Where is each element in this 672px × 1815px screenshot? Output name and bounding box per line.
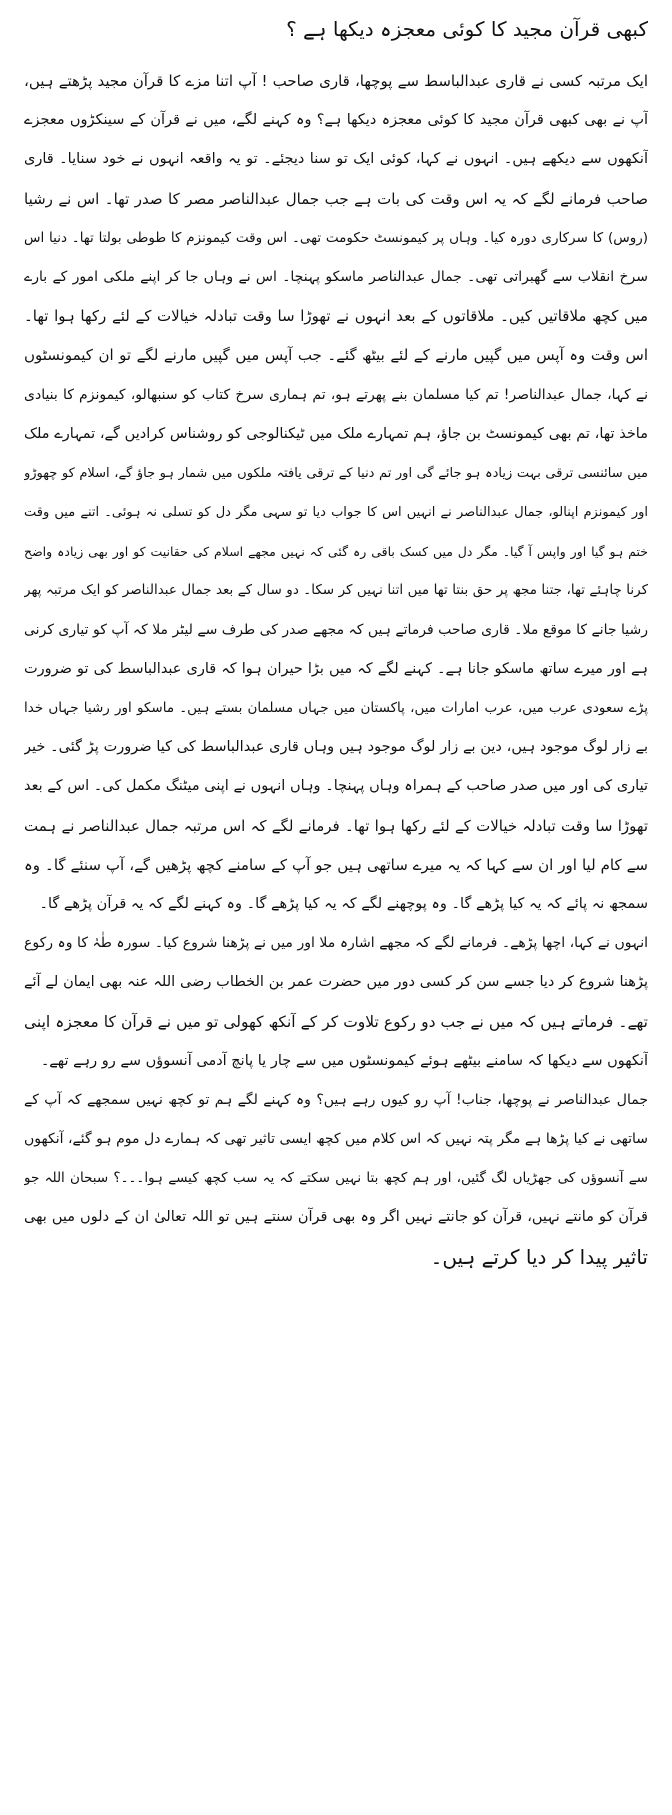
body-line: بے زار لوگ موجود ہیں، دین بے زار لوگ موجود ہیں وہاں قاری عبدالباسط کی کیا ضرورت پڑ گئی۔ خیر — [24, 739, 648, 756]
body-line: سرخ انقلاب سے گھبراتی تھی۔ جمال عبدالناصر ماسکو پہنچا۔ اس نے وہاں جا کر اپنے ملکی امور کے بارے — [24, 268, 648, 285]
body-line: سمجھ نہ پائے کہ یہ کیا پڑھے گا۔ وہ پوچھنے لگے کہ یہ کیا پڑھے گا۔ وہ کہنے لگے کہ یہ قرآن پڑھے گا۔ — [39, 895, 648, 912]
body-line: ہے اور میرے ساتھ ماسکو جانا ہے۔ کہنے لگے کہ میں بڑا حیران ہوا کہ قاری عبدالباسط کی تو ضرورت — [24, 660, 648, 677]
body-line: ماخذ تھا، تم بھی کیمونسٹ بن جاؤ، ہم تمہارے ملک میں ٹیکنالوجی کو روشناس کرادیں گے، تمہارے ملک — [24, 425, 648, 442]
body-line: اور کیمونزم اپنالو، جمال عبدالناصر نے انہیں اس کا جواب دیا تو سہی مگر دل کو تسلی نہ ہوئی۔ اتنے میں وقت — [24, 505, 648, 521]
body-line: نے کہا، جمال عبدالناصر! تم کیا مسلمان بنے پھرتے ہو، تم ہماری سرخ کتاب کو سنبھالو، کیمونزم کا بنیادی — [24, 386, 648, 403]
body-line: ختم ہو گیا اور واپس آ گیا۔ مگر دل میں کسک باقی رہ گئی کہ نہیں مجھے اسلام کی حقانیت کو اور بھی زیادہ واضح — [24, 544, 648, 560]
body-line: آنکھوں سے دیکھا کہ سامنے بیٹھے ہوئے کیمونسٹوں میں سے چار یا پانچ آدمی آنسوؤں سے رو رہے تھے۔ — [40, 1052, 648, 1069]
body-line: آپ نے بھی کبھی قرآن مجید کا کوئی معجزہ دیکھا ہے؟ وہ کہنے لگے، میں نے قرآن کے سینکڑوں معجزے — [24, 112, 648, 129]
body-line: تھوڑا سا وقت تبادلہ خیالات کے لئے رکھا ہوا تھا۔ فرمانے لگے کہ اس مرتبہ جمال عبدالناصر نے ہمت — [24, 816, 648, 835]
article-body — [24, 62, 648, 1277]
body-line: کرنا چاہئے تھا، جتنا مجھ پر حق بنتا تھا میں اتنا نہیں کر سکا۔ دو سال کے بعد جمال عبدالناصر کو ایک مرتبہ پھر — [24, 582, 648, 599]
article-title: کبھی قرآن مجید کا کوئی معجزہ دیکھا ہے ؟ — [286, 17, 648, 41]
body-line: صاحب فرمانے لگے کہ یہ اس وقت کی بات ہے جب جمال عبدالناصر مصر کا صدر تھا۔ اس نے رشیا — [24, 189, 648, 208]
body-line: ایک مرتبہ کسی نے قاری عبدالباسط سے پوچھا، قاری صاحب ! آپ اتنا مزے کا قرآن مجید پڑھتے ہیں، — [24, 72, 648, 90]
body-line: تاثیر پیدا کر دیا کرتے ہیں۔ — [430, 1244, 648, 1269]
body-line: (روس) کا سرکاری دورہ کیا۔ وہاں پر کیمونسٹ حکومت تھی۔ اس وقت کیمونزم کا طوطی بولتا تھا۔ دنیا اس — [24, 229, 648, 246]
body-line: تھے۔ فرماتے ہیں کہ میں نے جب دو رکوع تلاوت کر کے آنکھ کھولی تو میں نے قرآن کا معجزہ اپنی — [24, 1012, 648, 1031]
body-line: تیاری کی اور میں صدر صاحب کے ہمراہ وہاں پہنچا۔ وہاں انہوں نے اپنی میٹنگ مکمل کی۔ اس کے بعد — [24, 778, 648, 795]
body-line: اس وقت وہ آپس میں گپیں مارنے کے لئے بیٹھ گئے۔ جب آپس میں گپیں مارنے لگے تو ان کیمونسٹوں — [24, 346, 648, 365]
body-line: سے آنسوؤں کی جھڑیاں لگ گئیں، اور ہم کچھ بتا نہیں سکتے کہ یہ سب کچھ کیسے ہوا۔۔۔؟ سبحان اللہ جو — [24, 1170, 648, 1187]
body-line: رشیا جانے کا موقع ملا۔ قاری صاحب فرماتے ہیں کہ مجھے صدر کی طرف سے لیٹر ملا کہ آپ کو تیاری کرنی — [24, 621, 648, 638]
body-line: قرآن کو مانتے نہیں، قرآن کو جانتے نہیں اگر وہ بھی قرآن سنتے ہیں تو اللہ تعالیٰ ان کے دلوں میں بھی — [24, 1209, 648, 1226]
body-line: میں سائنسی ترقی بہت زیادہ ہو جائے گی اور تم دنیا کے ترقی یافتہ ملکوں میں شمار ہو جاؤ گے، اسلام کو چھوڑو — [24, 465, 648, 481]
body-line: پڑھنا شروع کر دیا جسے سن کر کسی دور میں حضرت عمر بن الخطاب رضی اللہ عنہ بھی ایمان لے آئے — [24, 974, 648, 991]
body-line: سے کام لیا اور ان سے کہا کہ یہ میرے ساتھی ہیں جو آپ کے سامنے کچھ پڑھیں گے، آپ سنئے گا۔ وہ — [24, 855, 648, 874]
body-line: میں کچھ ملاقاتیں کیں۔ ملاقاتوں کے بعد انہوں نے تھوڑا سا وقت تبادلہ خیالات کے لئے رکھا ہوا تھا۔ — [24, 307, 648, 326]
body-line: پڑے سعودی عرب میں، عرب امارات میں، پاکستان میں جہاں مسلمان بستے ہیں۔ ماسکو اور رشیا جہاں خدا — [24, 700, 648, 716]
body-line: آنکھوں سے دیکھے ہیں۔ انہوں نے کہا، کوئی ایک تو سنا دیجئے۔ تو یہ واقعہ انہوں نے خود سنایا۔ قاری — [24, 151, 648, 168]
body-line: انہوں نے کہا، اچھا پڑھے۔ فرمانے لگے کہ مجھے اشارہ ملا اور میں نے پڑھنا شروع کیا۔ سورہ طٰہٰ کا وہ رکوع — [24, 935, 648, 952]
body-line: جمال عبدالناصر نے پوچھا، جناب! آپ رو کیوں رہے ہیں؟ وہ کہنے لگے ہم تو کچھ نہیں سمجھے کہ آپ کے — [24, 1091, 648, 1108]
body-line: ساتھی نے کیا پڑھا ہے مگر پتہ نہیں کہ اس کلام میں کچھ ایسی تاثیر تھی کہ ہمارے دل موم ہو گئے، آنکھوں — [24, 1131, 648, 1148]
